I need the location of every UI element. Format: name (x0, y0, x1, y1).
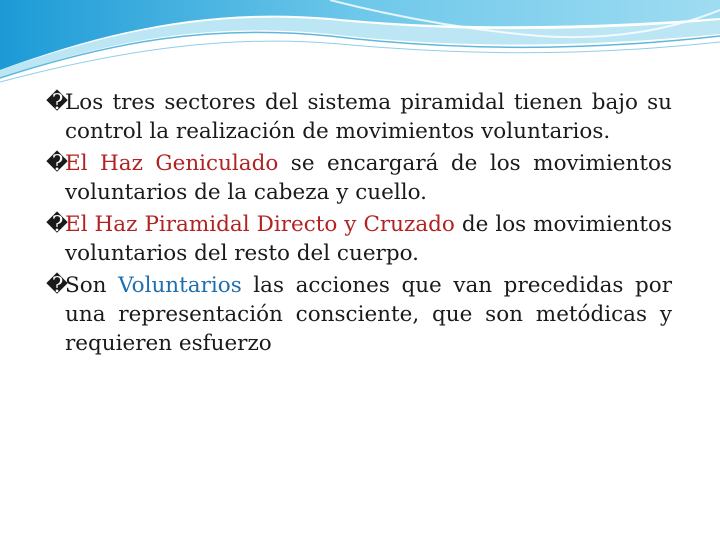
bullet-glyph: � (46, 273, 69, 298)
paragraph-text: Los tres sectores del sistema piramidal tienen bajo su control la realización de movimientos voluntarios. (65, 90, 672, 144)
paragraph-prefix: Son (65, 273, 119, 298)
bullet-glyph: � (46, 151, 69, 176)
list-item (46, 210, 672, 268)
list-item (46, 88, 672, 146)
paragraph-text: se encargará de los movimientos voluntarios de la cabeza y cuello. (65, 151, 672, 205)
bullet-glyph: � (46, 212, 69, 237)
paragraph-text: de los movimientos voluntarios del resto del cuerpo. (65, 212, 672, 266)
emphasis-text: El Haz Piramidal Directo y Cruzado (65, 212, 455, 237)
list-item (46, 271, 672, 358)
paragraph-text: las acciones que van precedidas por una representación consciente, que son metódicas y requieren esfuerzo (65, 273, 672, 356)
list-item (46, 149, 672, 207)
emphasis-text: El Haz Geniculado (65, 151, 279, 176)
emphasis-text: Voluntarios (118, 273, 242, 298)
bullet-list (46, 88, 672, 361)
bullet-glyph: � (46, 90, 69, 115)
